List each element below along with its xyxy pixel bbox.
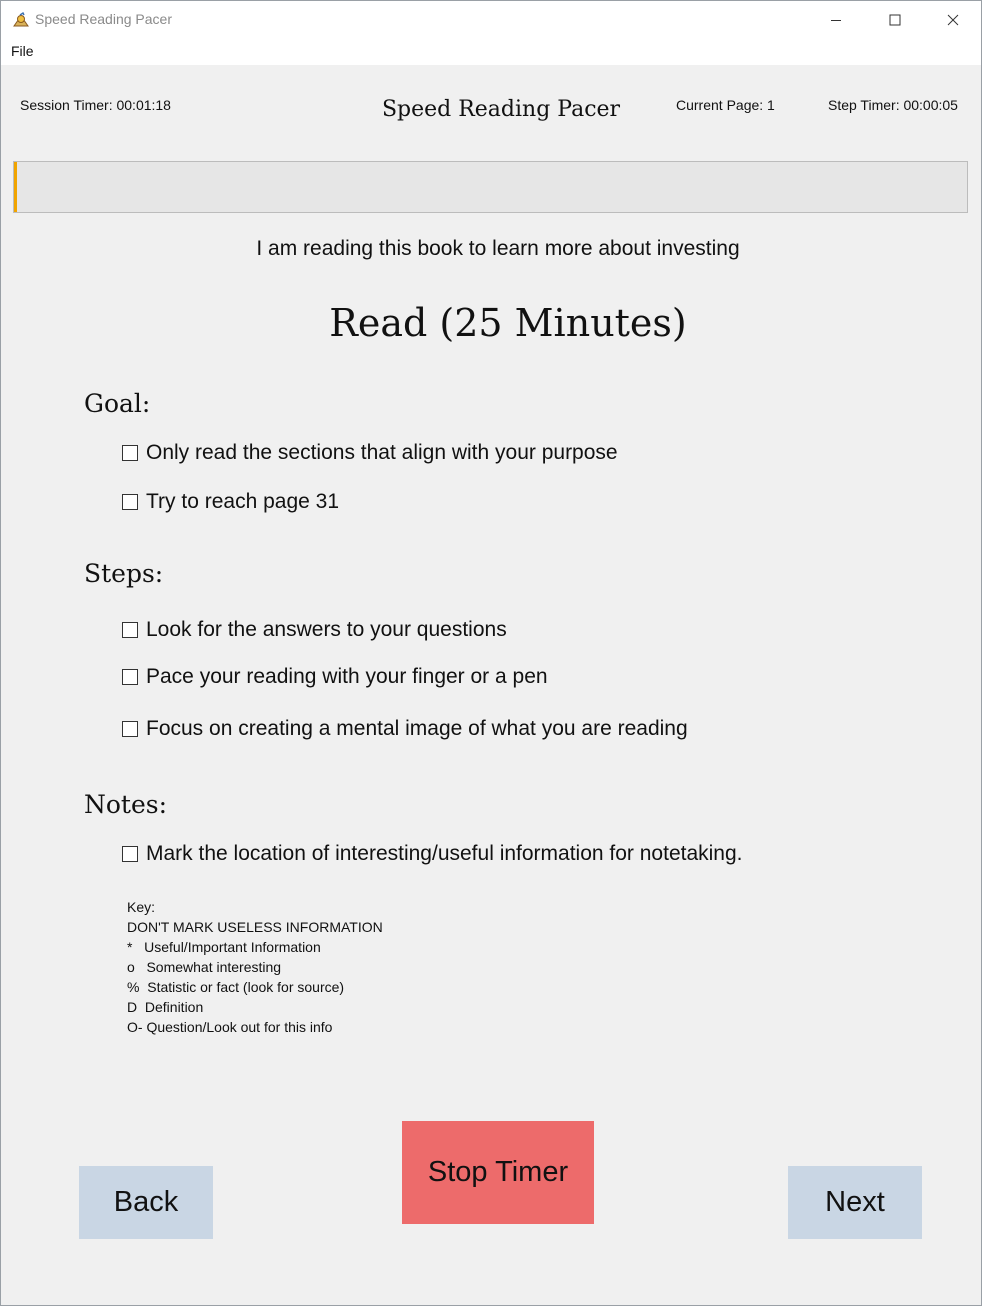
step-item[interactable] <box>122 717 688 741</box>
maximize-icon <box>889 14 901 26</box>
checkbox[interactable] <box>122 445 138 461</box>
reading-purpose: I am reading this book to learn more about investing <box>256 237 740 260</box>
step-item-label: Focus on creating a mental image of what you are reading <box>146 717 688 740</box>
next-button[interactable]: Next <box>788 1166 922 1239</box>
key-line: DON'T MARK USELESS INFORMATION <box>127 919 383 935</box>
key-line: Key: <box>127 899 156 915</box>
close-icon <box>947 14 959 26</box>
goal-item[interactable] <box>122 441 618 465</box>
checkbox[interactable] <box>122 846 138 862</box>
step-timer: Step Timer: 00:00:05 <box>828 97 958 113</box>
goal-item-label: Try to reach page 31 <box>146 490 339 513</box>
notation-key <box>127 897 383 1037</box>
title-bar[interactable] <box>1 1 981 39</box>
minimize-button[interactable] <box>807 1 865 39</box>
key-line: D Definition <box>127 999 204 1015</box>
menu-bar <box>1 39 981 65</box>
step-item-label: Pace your reading with your finger or a pen <box>146 665 548 688</box>
notes-heading: Notes: <box>84 790 168 819</box>
step-item[interactable] <box>122 618 507 642</box>
stop-timer-button[interactable]: Stop Timer <box>402 1121 594 1224</box>
checkbox[interactable] <box>122 494 138 510</box>
goal-item-label: Only read the sections that align with your purpose <box>146 441 618 464</box>
key-line: O- Question/Look out for this info <box>127 1019 333 1035</box>
progress-bar <box>13 161 968 213</box>
maximize-button[interactable] <box>866 1 924 39</box>
step-item-label: Look for the answers to your questions <box>146 618 507 641</box>
step-item[interactable] <box>122 665 548 689</box>
goal-heading: Goal: <box>84 389 151 418</box>
app-title: Speed Reading Pacer <box>381 97 621 122</box>
current-page: Current Page: 1 <box>676 97 775 113</box>
key-line: * Useful/Important Information <box>127 939 321 955</box>
checkbox[interactable] <box>122 622 138 638</box>
progress-fill <box>14 162 17 212</box>
notes-item[interactable] <box>122 842 743 866</box>
close-button[interactable] <box>924 1 982 39</box>
menu-file[interactable]: File <box>11 43 34 59</box>
app-logo-icon <box>12 12 30 28</box>
notes-item-label: Mark the location of interesting/useful information for notetaking. <box>146 842 743 865</box>
goal-item[interactable] <box>122 490 339 514</box>
key-line: o Somewhat interesting <box>127 959 282 975</box>
checkbox[interactable] <box>122 721 138 737</box>
back-button[interactable]: Back <box>79 1166 213 1239</box>
checkbox[interactable] <box>122 669 138 685</box>
key-line: % Statistic or fact (look for source) <box>127 979 345 995</box>
minimize-icon <box>830 14 842 26</box>
session-timer: Session Timer: 00:01:18 <box>20 97 171 113</box>
window-title: Speed Reading Pacer <box>35 11 172 27</box>
step-title: Read (25 Minutes) <box>329 301 687 345</box>
steps-heading: Steps: <box>84 559 164 588</box>
